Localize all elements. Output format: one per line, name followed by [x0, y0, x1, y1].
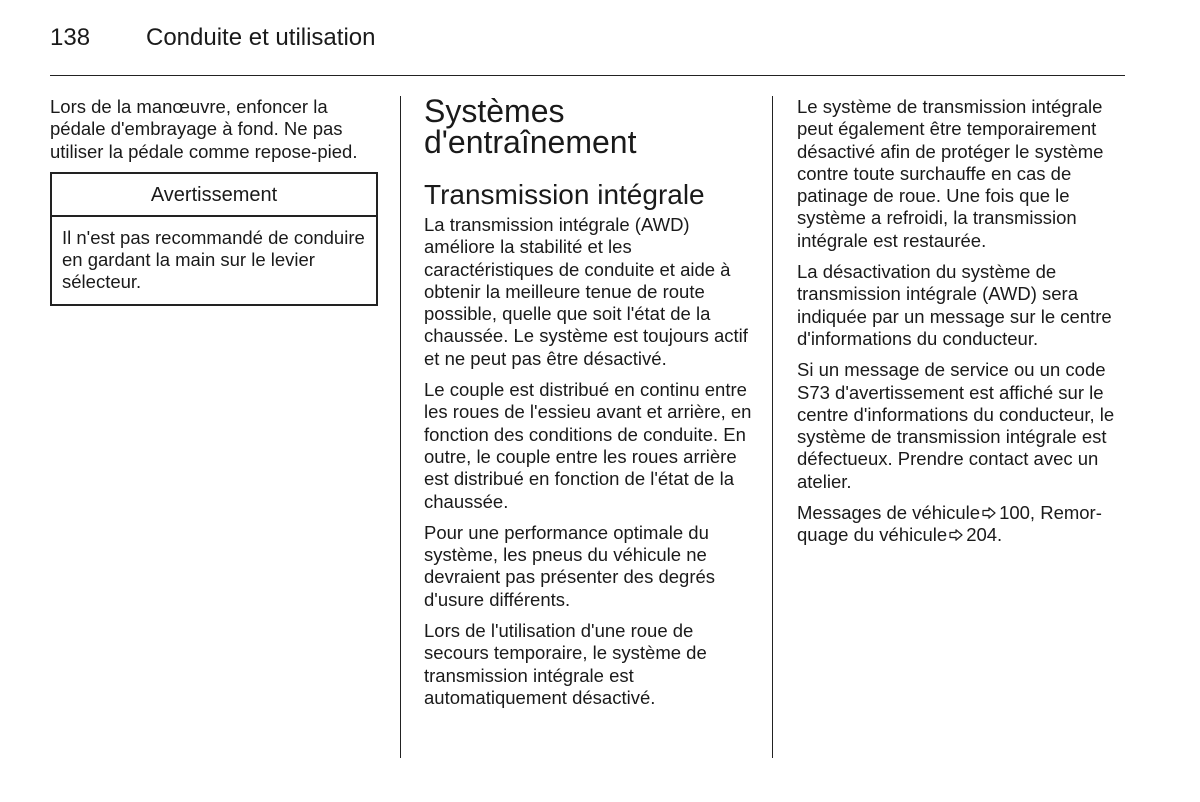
page-number: 138: [50, 24, 91, 51]
section-title: Conduite et utilisation: [146, 24, 376, 51]
sub-heading: Transmission intégrale: [424, 179, 705, 210]
reference-page-100[interactable]: 100, Remor-: [999, 502, 1102, 524]
arrow-right-outline-icon: [949, 529, 963, 541]
paragraph-awd-intro: La transmission intégrale (AWD) améliore la stabilité et les caractéristiques de conduite et aide à obtenir la meilleure tenue de route possible, quelle que soit l'état de la chaussée. Le système est toujours actif et ne peut pas être désactivé.: [424, 214, 748, 369]
paragraph-torque: Le couple est distribué en continu entre les roues de l'essieu avant et arrière, en fonction des conditions de conduite. En outre, le couple entre les roues arrière est distribué en fonction de l'état de la chaussée.: [424, 379, 752, 512]
column-divider-2: [772, 96, 773, 758]
warning-text: Il n'est pas recommandé de conduire en gardant la main sur le levier sélecteur.: [62, 226, 365, 293]
paragraph-spare-wheel: Lors de l'utilisation d'une roue de secours temporaire, le système de transmission intégrale est automatiquement désactivé.: [424, 620, 707, 708]
column-middle: [424, 93, 754, 718]
warning-body: [52, 217, 376, 304]
column-right: [797, 96, 1127, 556]
reference-vehicle-messages[interactable]: Messages de véhicule: [797, 502, 981, 524]
warning-title: Avertissement: [52, 174, 376, 217]
paragraph-service-code: Si un message de service ou un code S73 d'avertissement est affiché sur le centre d'informations du conducteur, le système de transmission intégrale est défectueux. Prendre contact avec un atelier.: [797, 359, 1115, 492]
intro-paragraph: Lors de la manœuvre, enfoncer la pédale d'embrayage à fond. Ne pas utiliser la pédale comme repose-pied.: [50, 96, 358, 162]
paragraph-overheat: Le système de transmission intégrale peut également être temporairement désactivé afin de protéger le système contre toute surchauffe en cas de patinage de roue. Une fois que le système a refroidi, la transmission intégrale est restaurée.: [797, 96, 1104, 251]
paragraph-deactivation: La désactivation du système de transmission intégrale (AWD) sera indiquée par un message sur le centre d'informations du conducteur.: [797, 261, 1112, 349]
page-header: [50, 24, 375, 58]
paragraph-references: [797, 502, 1127, 547]
warning-box: [50, 172, 378, 306]
column-left: [50, 96, 378, 306]
header-divider: [50, 75, 1125, 76]
arrow-right-outline-icon: [982, 507, 996, 519]
main-heading: Systèmes d'entraînement: [424, 93, 637, 160]
paragraph-tyres: Pour une performance optimale du système, les pneus du véhicule ne devraient pas présenter des degrés d'usure différents.: [424, 521, 716, 610]
column-divider-1: [400, 96, 401, 758]
reference-page-204[interactable]: 204.: [966, 524, 1003, 546]
reference-towing[interactable]: quage du véhicule: [797, 524, 948, 546]
